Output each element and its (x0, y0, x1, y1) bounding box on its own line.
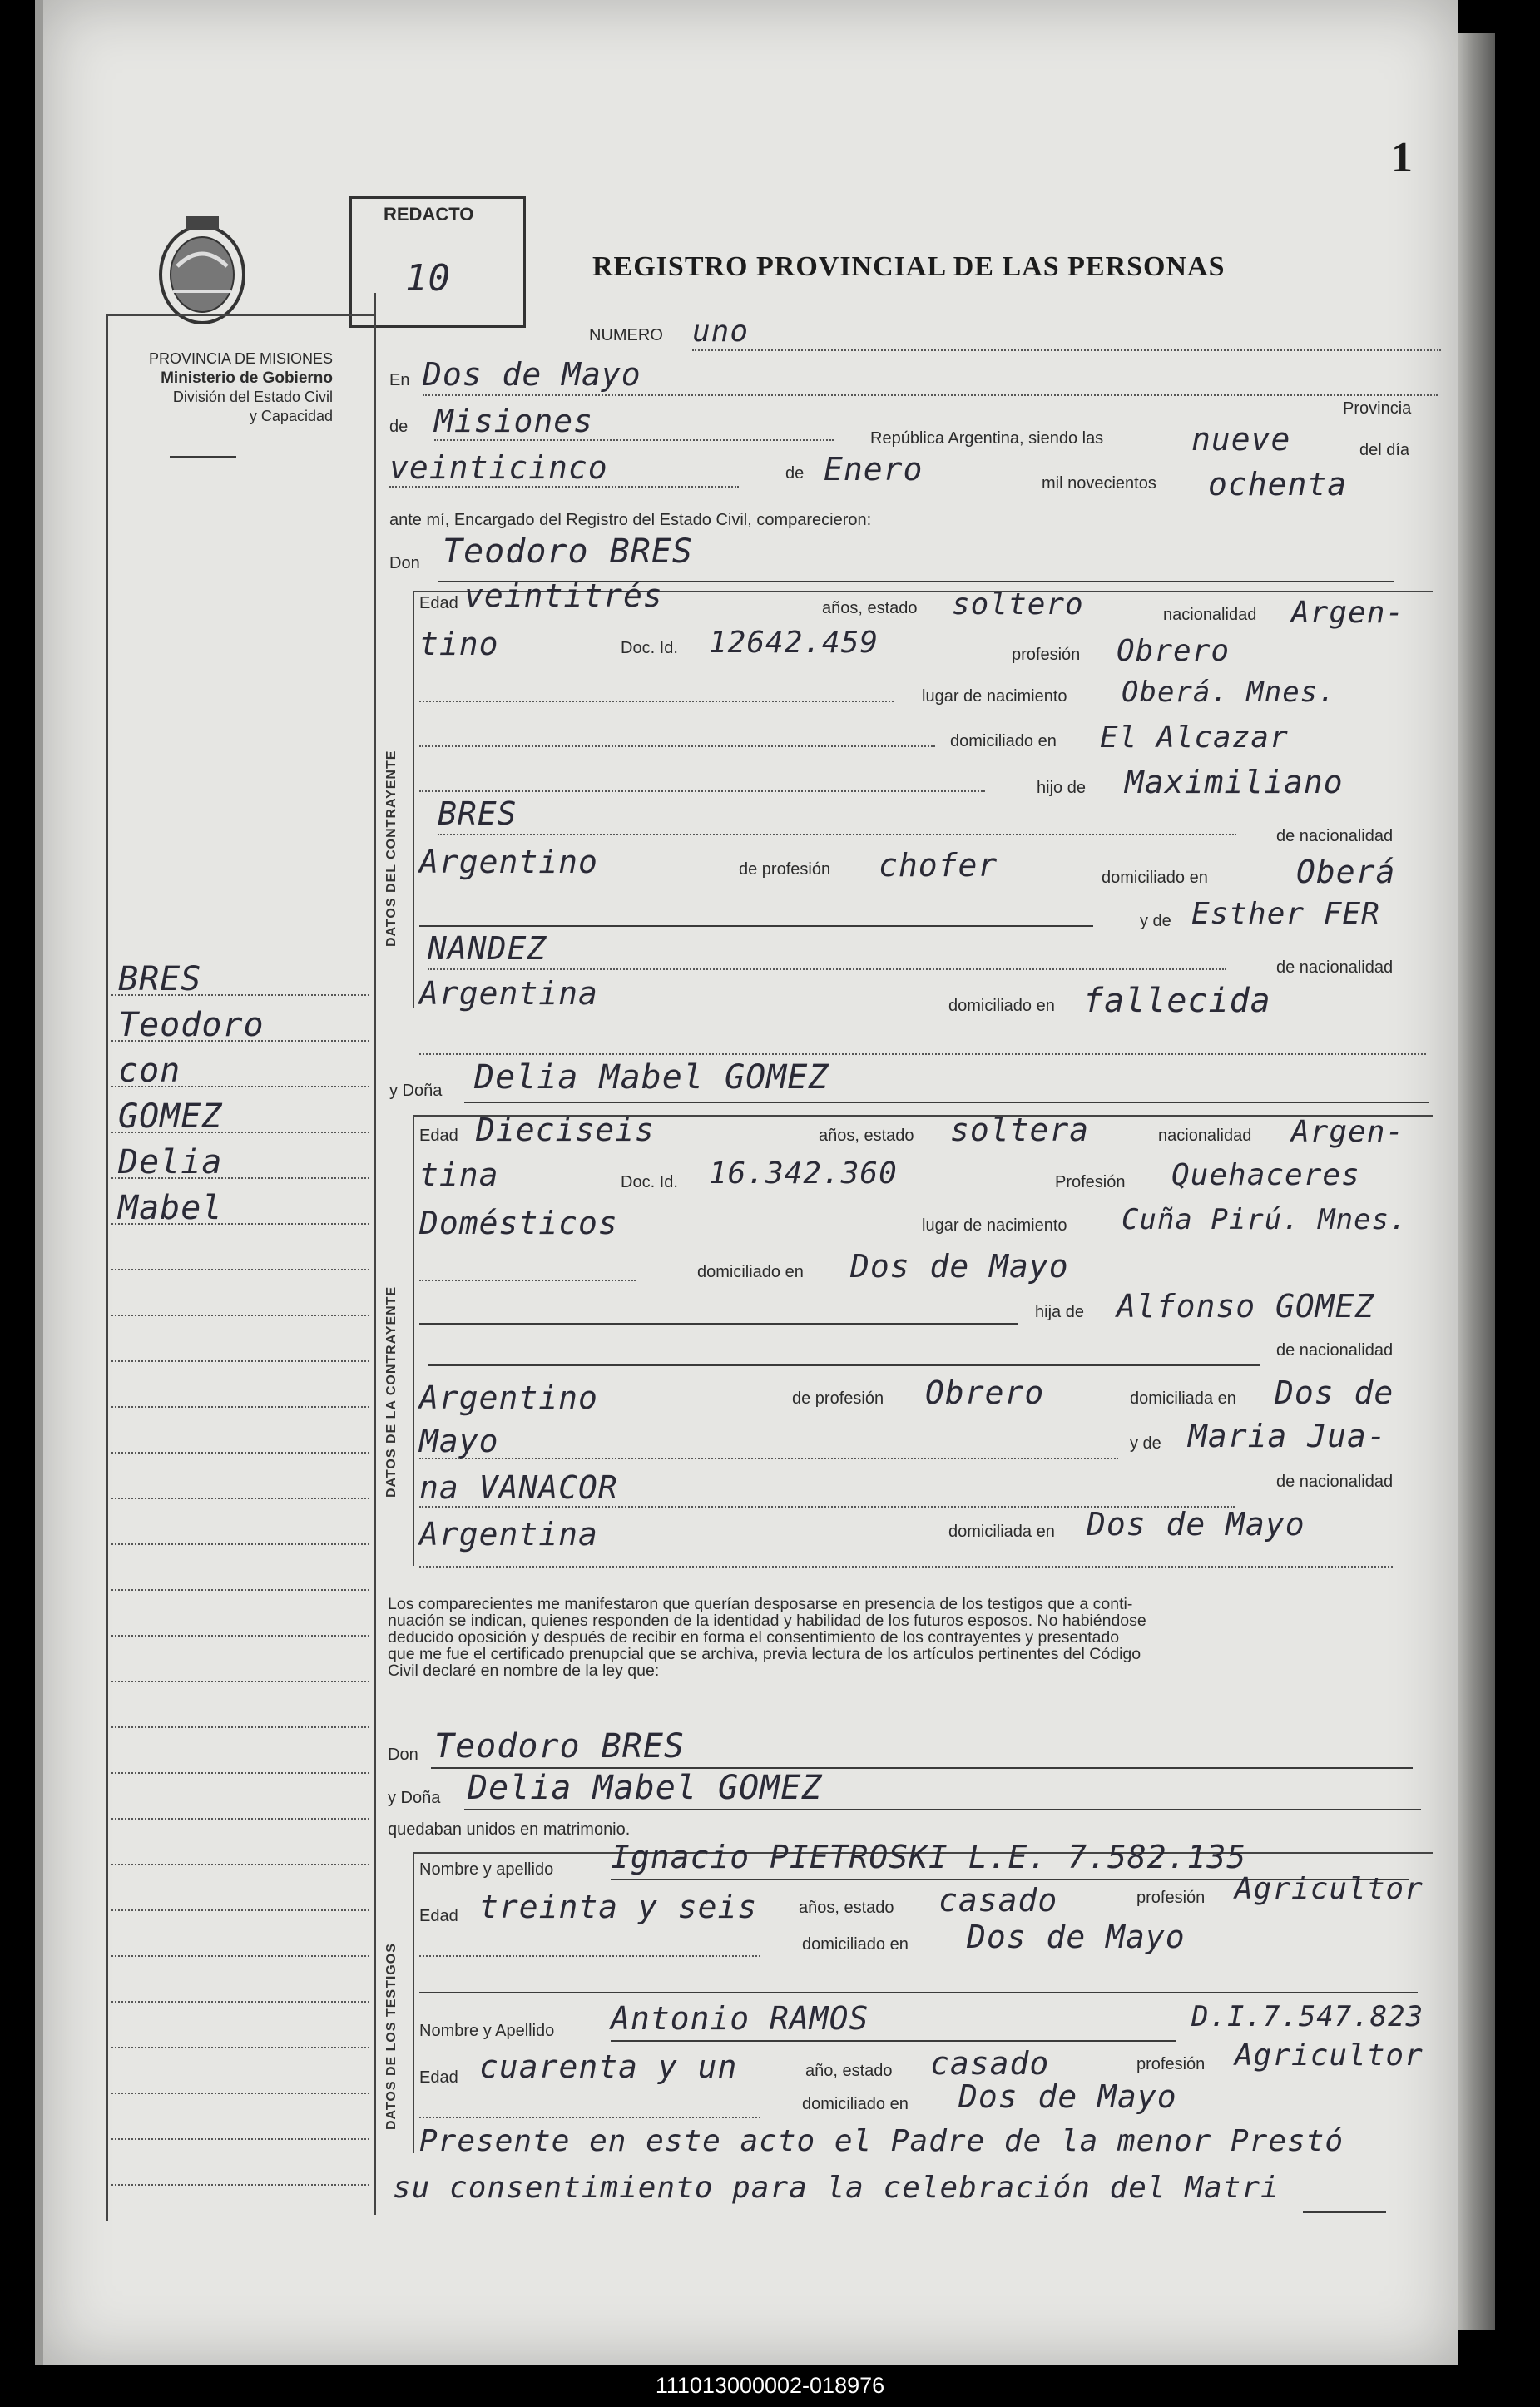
numero-label: NUMERO (589, 326, 663, 344)
lugar-value: Dos de Mayo (423, 356, 641, 393)
testigos-section-label: DATOS DE LOS TESTIGOS (384, 1943, 399, 2130)
dia-value: veinticinco (389, 449, 608, 486)
contrayenta-section-label: DATOS DE LA CONTRAYENTE (384, 1285, 399, 1498)
page-number: 1 (1391, 134, 1413, 181)
register-page: 1 PROVINCIA DE MISIONES Ministerio de Gobierno División del Estado Civil y Capacidad REDACTO 10 REGISTRO PROVINCIAL DE LAS PERSONAS BRES Teodoro con GOMEZ Delia Mabel NUMERO uno En Dos de Mayo Provincia de Misiones República Argentina, siendo las nueve del día veinticinco de Enero mil novecientos ochenta ante mí, Encargado del Registro del Estado Civil, comparecieron: Don Teodoro BRES DATOS DEL CONTRAYENTE Edad veintitrés años, estado soltero nacionalidad Argen- tino Doc. Id. 12642.459 profesión Obrero lugar de nacimiento Oberá. Mnes. domiciliado en El Alcazar hijo de Maximiliano BRES de nacionalidad Argentino de profesión chofer domiciliado en Oberá y de Esther FER NANDEZ de nacionalidad Argentina domiciliado en fallecida y Doña Delia Mabel GOMEZ DATOS DE LA CONTRAYENTE Edad Dieciseis años, estado soltera nacionalidad Argen- tina Doc. Id. 16.342.360 Profesión Quehaceres Domésticos lugar de nacimiento Cuña Pirú. Mnes. domiciliado en Dos de Mayo hija de Alfonso GOMEZ de nacionalidad Argentino de profesión Obrero domiciliada en Dos de Mayo y de Maria Jua- na VANACOR de nacionalidad Argentina domiciliada en Dos de Mayo Los comparecientes me manifestaron que querían desposarse en presencia de los testigos que a conti- nuación se indican, quienes responden de la identidad y habilidad de los futuros esposos. No habiéndose deducido oposición y después de recibir en forma el consentimiento de los contrayentes y presentado que me fue el certificado prenupcial que se archiva, previa lectura de los artículos pertinentes del Código Civil declaré en nombre de la ley que: Don Teodoro BRES y Doña Delia Mabel GOMEZ quedaban unidos en matrimonio. DATOS DE LOS TESTIGOS Nombre y apellido Ignacio PIETROSKI L.E. 7.582.135 Edad treinta y seis años, estado casado profesión Agricultor domiciliado en Dos de Mayo Nombre y Apellido Antonio RAMOS D.I.7.547.823 Edad cuarenta y un año, estado casado profesión Agricultor domiciliado en Dos de Mayo Presente en este acto el Padre de la menor Prestó su consentimiento para la celebración del Matri (35, 0, 1458, 2365)
contrayente-nombre: Teodoro BRES (443, 532, 693, 571)
declaracion-don: Teodoro BRES (434, 1727, 685, 1766)
main-rule (374, 293, 376, 2215)
contrayente-estado: soltero (952, 587, 1084, 622)
document-title: REGISTRO PROVINCIAL DE LAS PERSONAS (592, 251, 1226, 282)
anio-value: ochenta (1208, 466, 1348, 503)
numero-value: uno (692, 314, 750, 349)
continuation-mark (1303, 2211, 1386, 2213)
contrayente-padre: Maximiliano (1125, 764, 1344, 800)
provincia-value: Misiones (434, 403, 594, 439)
contrayenta-nombre: Delia Mabel GOMEZ (474, 1058, 829, 1097)
declaracion-dona: Delia Mabel GOMEZ (468, 1769, 823, 1807)
contrayente-domicilio: El Alcazar (1100, 721, 1289, 755)
hora-value: nueve (1191, 421, 1291, 458)
redacto-box: REDACTO 10 (349, 196, 526, 328)
issuing-office: PROVINCIA DE MISIONES Ministerio de Gobierno División del Estado Civil y Capacidad (148, 350, 333, 424)
nota-marginal: Presente en este acto el Padre de la menor Prestó su consentimiento para la celebración del Matri (393, 2124, 1344, 2205)
margin-column (106, 314, 374, 2221)
contrayente-profesion: Obrero (1117, 634, 1231, 668)
contrayente-doc: 12642.459 (709, 626, 879, 660)
comparecieron-label: ante mí, Encargado del Registro del Estado Civil, comparecieron: (389, 511, 872, 529)
contrayente-nacimiento: Oberá. Mnes. (1122, 676, 1336, 709)
footer-code: 111013000002-018976 (0, 2365, 1540, 2407)
contrayente-section-label: DATOS DEL CONTRAYENTE (384, 750, 399, 947)
mes-value: Enero (824, 451, 924, 488)
testigo2-nombre: Antonio RAMOS (611, 2000, 869, 2037)
margin-names: BRES Teodoro con GOMEZ Delia Mabel (118, 960, 265, 1227)
declaracion-text: Los comparecientes me manifestaron que querían desposarse en presencia de los testigos que a conti- nuación se indican, quienes responden de la identidad y habilidad de los futuros esposos. No habiéndose deducido oposición y después de recibir en forma el consentimiento de los contrayentes y presentado que me fue el certificado prenupcial que se archiva, previa lectura de los artículos pertinentes del Código Civil declaré en nombre de la ley que: (388, 1595, 1146, 1680)
testigo1-nombre: Ignacio PIETROSKI L.E. 7.582.135 (611, 1839, 1247, 1875)
contrayente-edad: veintitrés (464, 577, 663, 614)
